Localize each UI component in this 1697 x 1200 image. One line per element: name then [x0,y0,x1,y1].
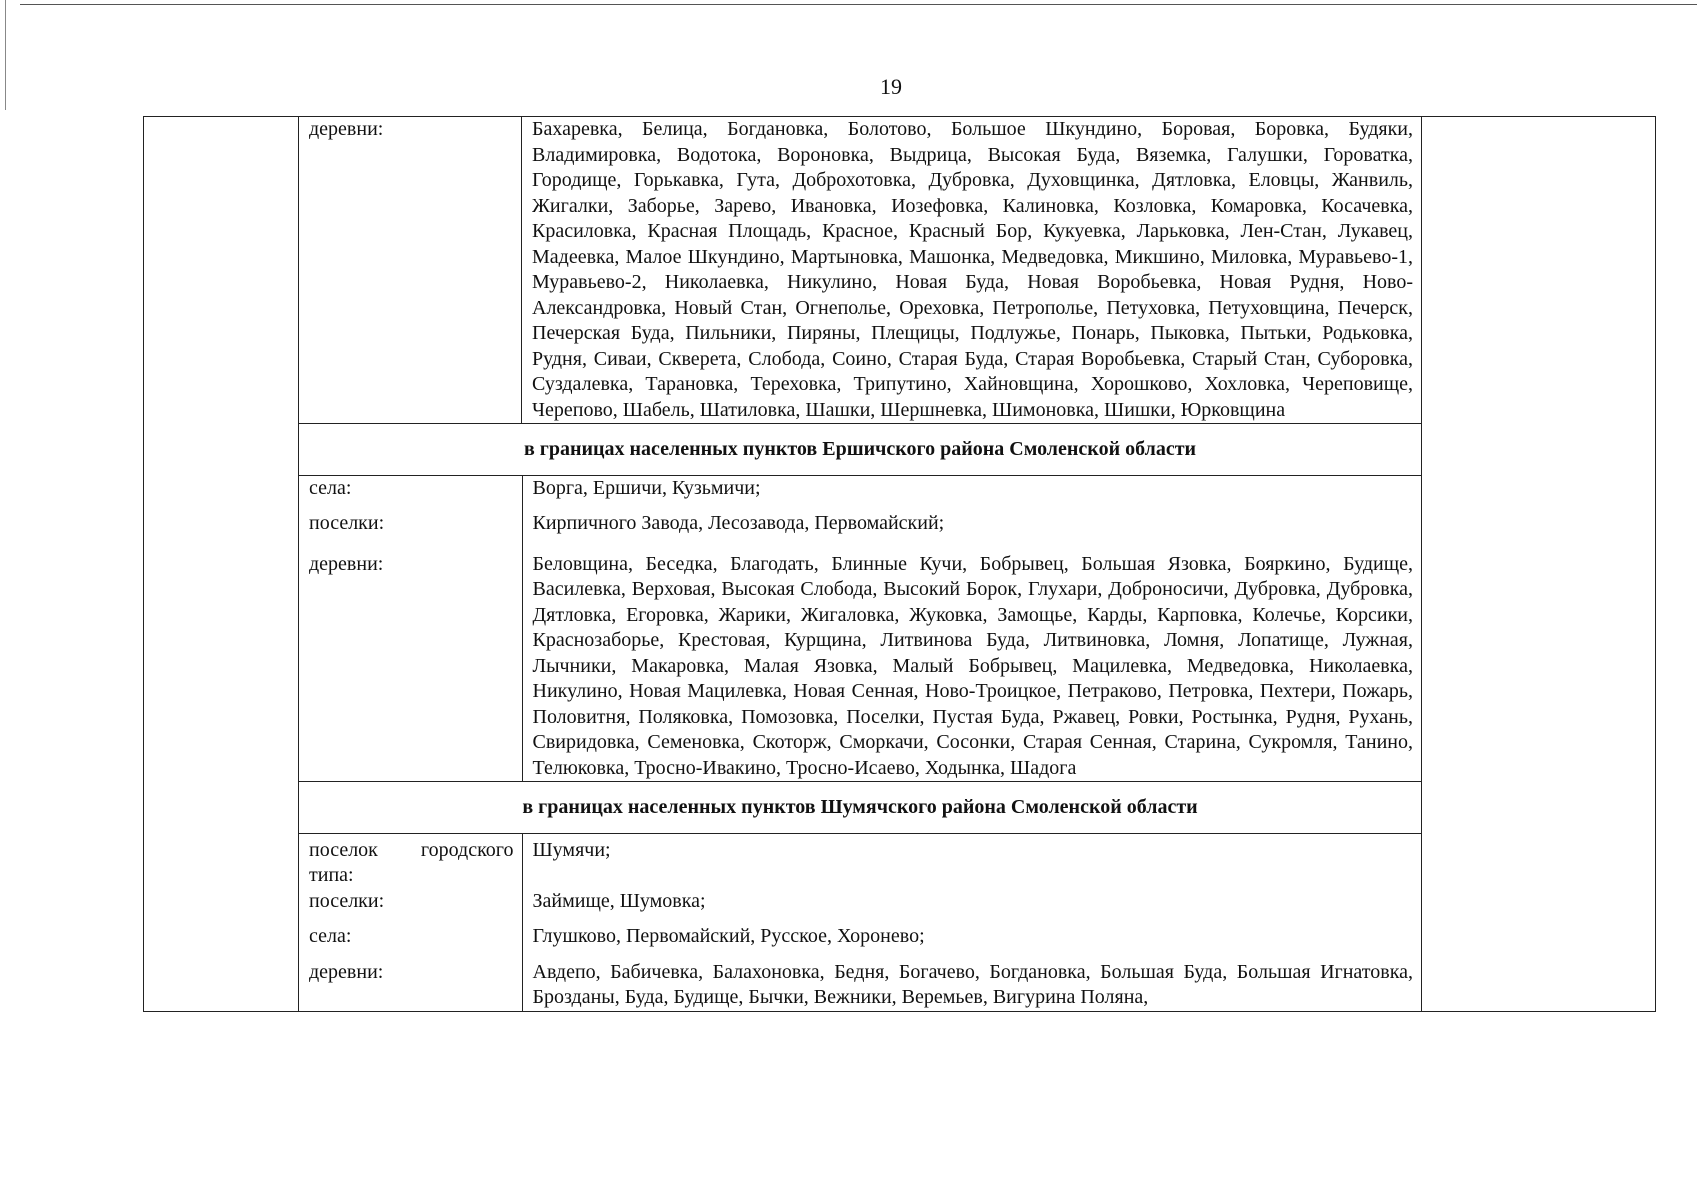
left-empty-cell [144,117,299,1012]
row-label: деревни: [309,552,384,575]
row-label: села: [309,476,352,499]
shumyachi-block [299,833,1422,1011]
list-item [299,950,1421,1011]
row-label: поселки: [309,512,385,534]
row-text: Ворга, Ершичи, Кузьмичи; [522,476,1421,502]
section-heading-ershichi: в границах населенных пунктов Ершичского района Смоленской области [299,424,1422,476]
row-text: Глушково, Первомайский, Русское, Хоронево; [522,914,1421,950]
settlements-table [143,116,1656,1012]
shumyachi-inner-table [299,834,1421,1011]
row-text: Авдепо, Бабичевка, Балахоновка, Бедня, Богачево, Богдановка, Большая Буда, Большая Игнатовка, Брозданы, Буда, Будище, Бычки, Вежники, Веремьев, Вигурина Поляна, [522,950,1421,1011]
list-item [299,889,1421,915]
list-item [299,914,1421,950]
list-item [299,501,1421,537]
table-row [144,117,1656,424]
list-item [299,834,1421,889]
right-empty-cell [1422,117,1656,1012]
row-text: Беловщина, Беседка, Благодать, Блинные Кучи, Бобрывец, Большая Язовка, Бояркино, Будище, Василевка, Верховая, Высокая Слобода, Высокий Борок, Глухари, Доброносичи, Дубровка, Дубровка, Дятловка, Егоровка, Жарики, Жигаловка, Жуковка, Замощье, Карды, Карповка, Колечье, Корсики, Краснозаборье, Крестовая, Курщина, Литвинова Буда, Литвиновка, Ломня, Лопатище, Лужная, Лычники, Макаровка, Малая Язовка, Малый Бобрывец, Мацилевка, Медведовка, Николаевка, Никулино, Новая Мацилевка, Новая Сенная, Ново-Троицкое, Петраково, Петровка, Пехтери, Пожарь, Половитня, Поляковка, Помозовка, Поселки, Пустая Буда, Ржавец, Ровки, Ростынка, Рудня, Рухань, Свиридовка, Семеновка, Скоторж, Сморкачи, Сосонки, Старая Сенная, Старина, Сукромля, Танино, Телюковка, Тросно-Ивакино, Тросно-Исаево, Ходынка, Шадога [522,537,1421,782]
row-label: деревни: [309,960,384,983]
row-label: села: [309,925,352,947]
top-rule [20,4,1697,5]
page-number: 19 [880,74,902,99]
row-text: Кирпичного Завода, Лесозавода, Первомайский; [522,501,1421,537]
ershichi-block [299,475,1422,782]
row-label: поселок городского типа: [309,838,514,886]
row-label: поселки: [309,889,385,912]
row-label: деревни: [299,117,522,424]
row-text: Шумячи; [522,834,1421,889]
row-text: Займище, Шумовка; [522,889,1421,915]
ershichi-inner-table [299,476,1421,782]
section-heading-shumyachi: в границах населенных пунктов Шумячского района Смоленской области [299,782,1422,834]
row-text: Бахаревка, Белица, Богдановка, Болотово, Большое Шкундино, Боровая, Боровка, Будяки, Владимировка, Водотока, Вороновка, Выдрица, Высокая Буда, Вяземка, Галушки, Гороватка, Городище, Горькавка, Гута, Доброхотовка, Дубровка, Духовщинка, Дятловка, Еловцы, Жанвиль, Жигалки, Заборье, Зарево, Ивановка, Иозефовка, Калиновка, Козловка, Комаровка, Косачевка, Красиловка, Красная Площадь, Красное, Красный Бор, Кукуевка, Ларьковка, Лен-Стан, Лукавец, Мадеевка, Малое Шкундино, Мартыновка, Машонка, Медведовка, Микшино, Миловка, Муравьево-1, Муравьево-2, Николаевка, Никулино, Новая Буда, Новая Воробьевка, Новая Рудня, Ново-Александровка, Новый Стан, Огнеполье, Ореховка, Петрополье, Петуховка, Петуховщина, Печерск, Печерская Буда, Пильники, Пиряны, Плещицы, Подлужье, Понарь, Пыковка, Пытьки, Родьковка, Рудня, Сиваи, Скверета, Слобода, Соино, Старая Буда, Старая Воробьевка, Старый Стан, Суборовка, Суздалевка, Тарановка, Тереховка, Трипутино, Хайновщина, Хорошково, Хохловка, Череповище, Черепово, Шабель, Шатиловка, Шашки, Шершневка, Шимоновка, Шишки, Юрковщина [522,117,1422,424]
list-item [299,537,1421,782]
list-item [299,476,1421,502]
